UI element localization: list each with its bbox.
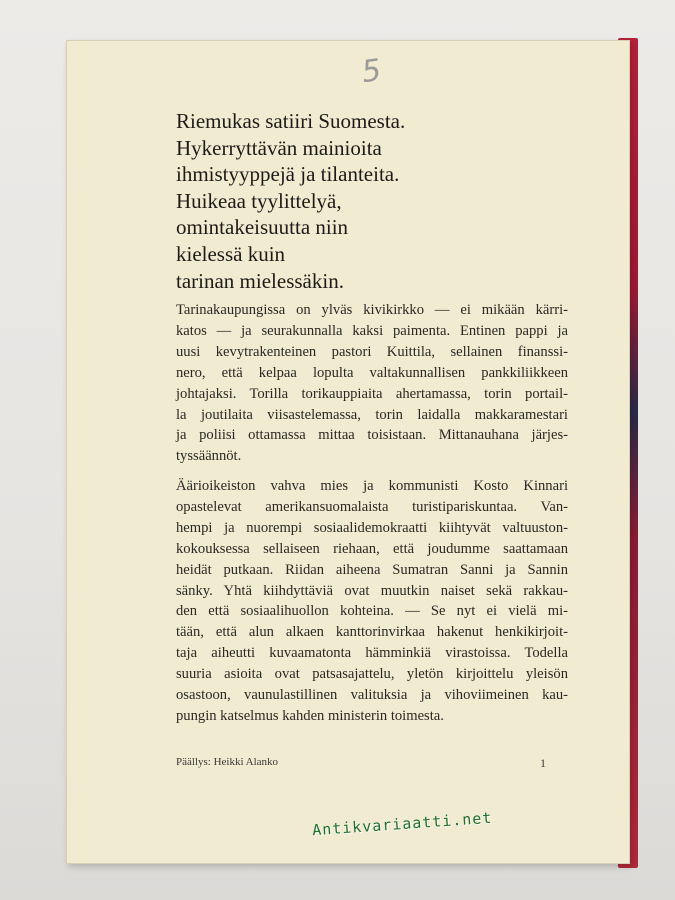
intro-line: Huikeaa tyylittelyä, (176, 188, 342, 213)
pencil-mark: 5 (359, 52, 384, 91)
cover-credit: Päällys: Heikki Alanko (176, 756, 279, 768)
paragraph-line: uusi kevytrakenteinen pastori Kuittila, sellainen finanssi- (176, 343, 568, 360)
intro-line: omintakeisuutta niin (176, 215, 349, 240)
paragraph-line: hempi ja nuorempi sosiaalidemokraatti kiihtyvät valtuuston- (176, 519, 568, 536)
paragraph-line: sänky. Yhtä kiihdyttäviä ovat muutkin naiset sekä rakkau- (176, 582, 568, 599)
paragraph-line: den että sosiaalihuollon kohteina. — Se nyt ei vielä mi- (176, 603, 568, 620)
paragraph-line: suuria asioita ovat patsasajattelu, yletön kirjoittelu yleisön (176, 666, 568, 683)
paragraph-line: kokouksessa sellaiseen riehaan, että joudumme saattamaan (176, 540, 568, 557)
paragraph-line: katos — ja seurakunnalla kaksi paimenta. Entinen pappi ja (176, 322, 568, 339)
intro-line: tarinan mielessäkin. (176, 268, 344, 293)
paragraph-line: taja aiheutti kuvaamatonta hämminkiä virastoissa. Todella (176, 645, 568, 662)
paragraph-line: tyssäännöt. (176, 448, 242, 465)
intro-line: kielessä kuin (176, 241, 286, 266)
paragraph-line: Tarinakaupungissa on ylväs kivikirkko — ei mikään kärri- (176, 302, 568, 318)
intro-line: ihmistyyppejä ja tilanteita. (176, 162, 400, 187)
paragraph-line: ja poliisi ottamassa mittaa toisistaan. Mittanauhana järjes- (176, 427, 568, 444)
paragraph-line: osastoon, vaunulastillinen valituksia ja vihoviimeinen kau- (176, 687, 568, 704)
watermark: Antikvariaatti.net (311, 808, 493, 840)
intro-line: Riemukas satiiri Suomesta. (176, 109, 406, 133)
paragraph-line: johtajaksi. Torilla torikauppiaita ahertamassa, torin portail- (176, 385, 568, 402)
description-paragraph-1 (176, 300, 568, 467)
paragraph-line: heidät putkaan. Riidan aiheena Sumatran Sanni ja Sannin (176, 561, 568, 578)
paragraph-line: opastelevat amerikansuomalaista turistipariskuntaa. Van- (176, 498, 568, 515)
description-paragraph-2 (176, 476, 568, 727)
page-number: 1 (540, 756, 546, 770)
paragraph-line: la joutilaita viisastelemassa, torin laidalla makkaramestari (176, 406, 568, 423)
intro-blurb (176, 108, 566, 294)
paragraph-line: tään, että alun alkaen kanttorinvirkaa hakenut henkikirjoit- (176, 624, 568, 641)
intro-line: Hykerryttävän mainioita (176, 135, 382, 160)
paragraph-line: pungin katselmus kahden ministerin toimesta. (176, 707, 444, 724)
paragraph-line: Äärioikeiston vahva mies ja kommunisti Kosto Kinnari (176, 478, 568, 494)
paragraph-line: nero, että kelpaa lopulta valtakunnallisen pankkiliikkeen (176, 364, 568, 381)
